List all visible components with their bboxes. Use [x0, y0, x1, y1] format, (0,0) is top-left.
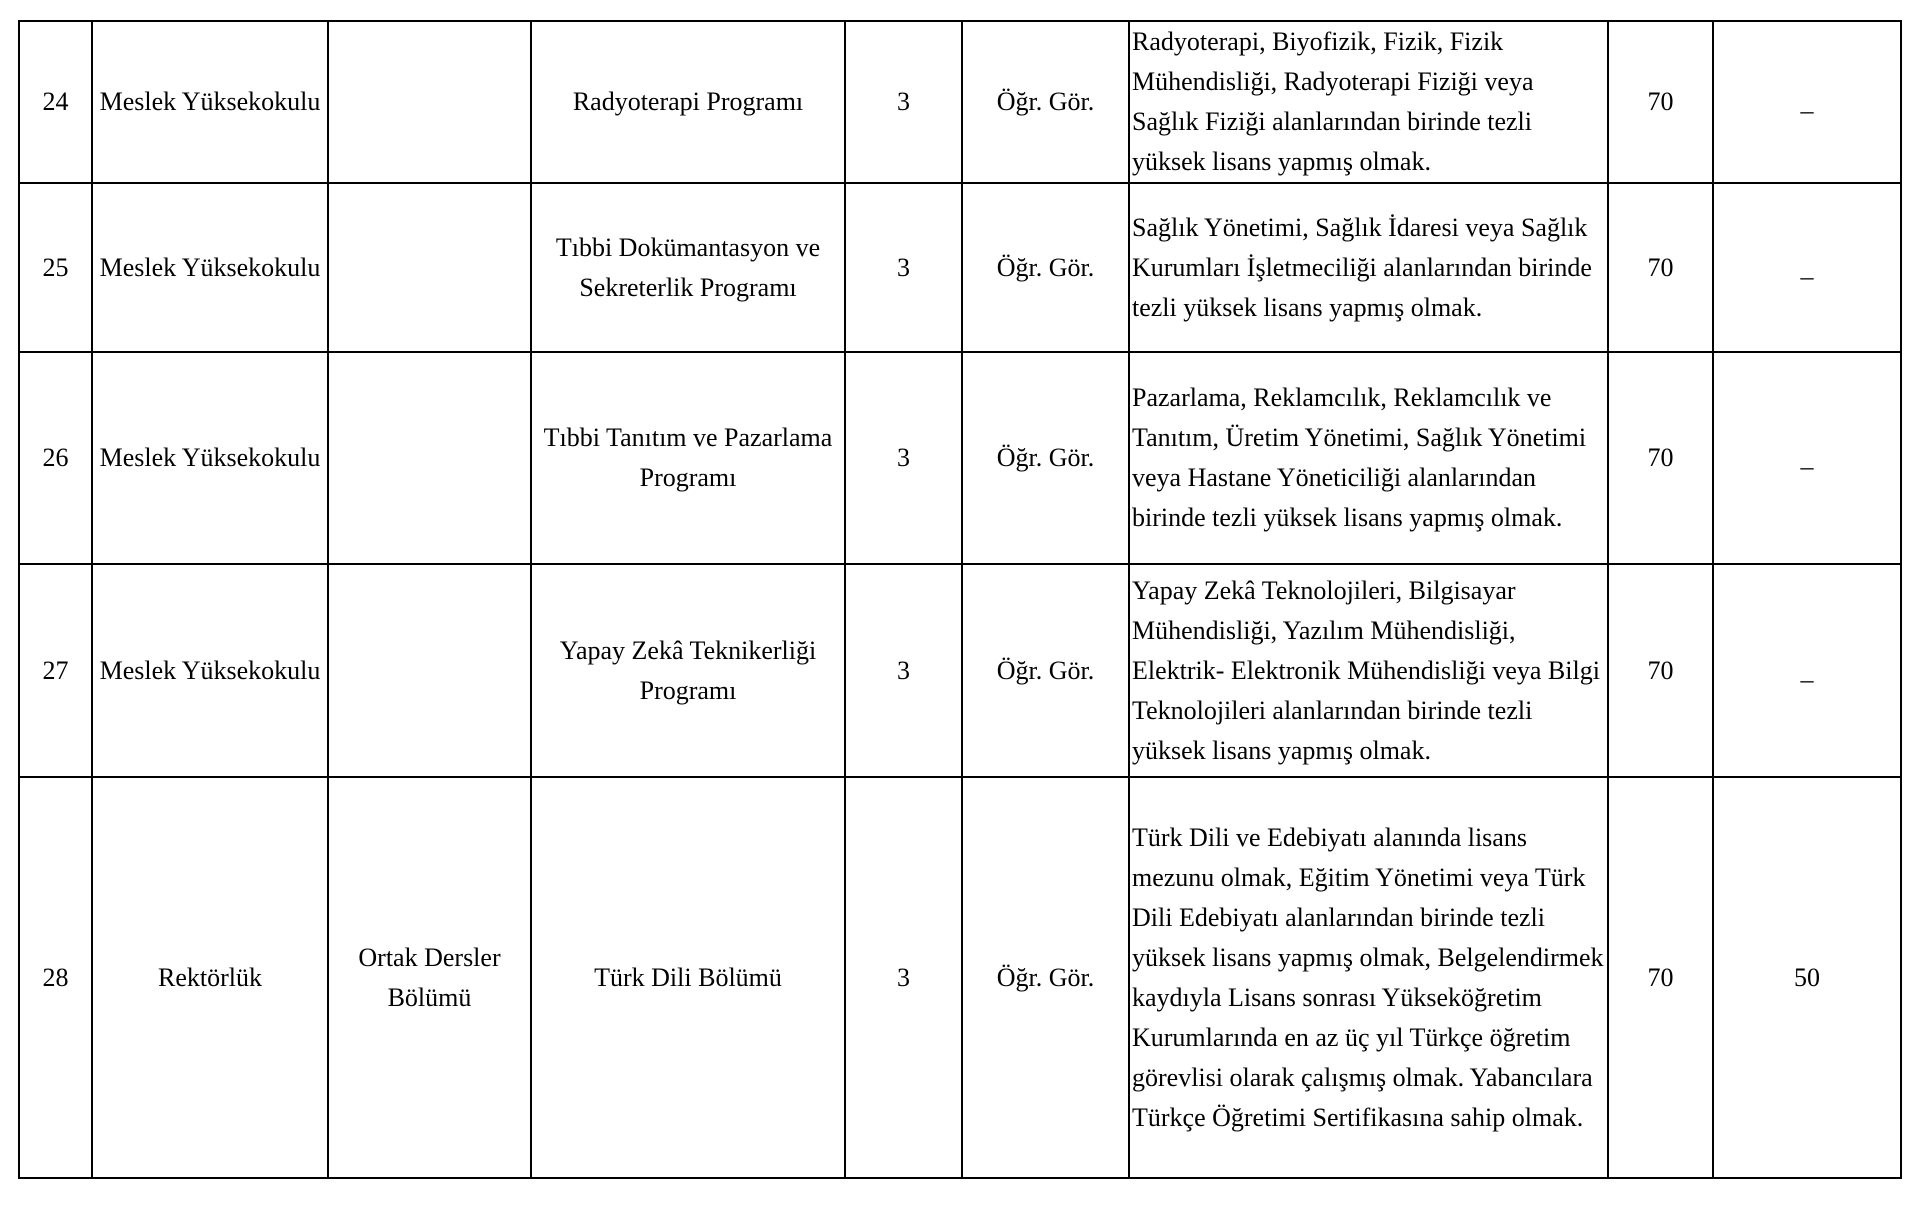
department-cell	[328, 21, 531, 183]
program-cell: Radyoterapi Programı	[531, 21, 845, 183]
row-number: 27	[19, 564, 92, 777]
row-number: 25	[19, 183, 92, 352]
program-cell: Tıbbi Dokümantasyon ve Sekreterlik Programı	[531, 183, 845, 352]
count-cell: 3	[845, 352, 962, 564]
row-number: 28	[19, 777, 92, 1178]
unit-cell: Meslek Yüksekokulu	[92, 21, 328, 183]
department-cell	[328, 183, 531, 352]
count-cell: 3	[845, 564, 962, 777]
requirement-cell: Radyoterapi, Biyofizik, Fizik, Fizik Mühendisliği, Radyoterapi Fiziği veya Sağlık Fiziği alanlarından birinde tezli yüksek lisans yapmış olmak.	[1129, 21, 1608, 183]
unit-cell: Meslek Yüksekokulu	[92, 352, 328, 564]
positions-table	[18, 20, 1902, 1179]
program-cell: Tıbbi Tanıtım ve Pazarlama Programı	[531, 352, 845, 564]
program-cell: Türk Dili Bölümü	[531, 777, 845, 1178]
unit-cell: Meslek Yüksekokulu	[92, 183, 328, 352]
requirement-cell: Türk Dili ve Edebiyatı alanında lisans mezunu olmak, Eğitim Yönetimi veya Türk Dili Edebiyatı alanlarından birinde tezli yüksek lisans yapmış olmak, Belgelendirmek kaydıyla Lisans sonrası Yükseköğretim Kurumlarında en az üç yıl Türkçe öğretim görevlisi olarak çalışmış olmak. Yabancılara Türkçe Öğretimi Sertifikasına sahip olmak.	[1129, 777, 1608, 1178]
unit-cell: Rektörlük	[92, 777, 328, 1178]
requirement-cell: Pazarlama, Reklamcılık, Reklamcılık ve Tanıtım, Üretim Yönetimi, Sağlık Yönetimi veya Hastane Yöneticiliği alanlarından birinde tezli yüksek lisans yapmış olmak.	[1129, 352, 1608, 564]
ales-cell: 70	[1608, 183, 1713, 352]
title-cell: Öğr. Gör.	[962, 564, 1129, 777]
count-cell: 3	[845, 777, 962, 1178]
count-cell: 3	[845, 21, 962, 183]
table-row	[19, 183, 1901, 352]
language-cell: _	[1713, 564, 1901, 777]
language-cell: _	[1713, 352, 1901, 564]
count-cell: 3	[845, 183, 962, 352]
requirement-cell: Sağlık Yönetimi, Sağlık İdaresi veya Sağlık Kurumları İşletmeciliği alanlarından birinde tezli yüksek lisans yapmış olmak.	[1129, 183, 1608, 352]
row-number: 24	[19, 21, 92, 183]
department-cell	[328, 564, 531, 777]
table-row	[19, 777, 1901, 1178]
table-row	[19, 21, 1901, 183]
title-cell: Öğr. Gör.	[962, 352, 1129, 564]
unit-cell: Meslek Yüksekokulu	[92, 564, 328, 777]
department-cell	[328, 352, 531, 564]
language-cell: 50	[1713, 777, 1901, 1178]
language-cell: _	[1713, 21, 1901, 183]
title-cell: Öğr. Gör.	[962, 777, 1129, 1178]
title-cell: Öğr. Gör.	[962, 21, 1129, 183]
ales-cell: 70	[1608, 21, 1713, 183]
program-cell: Yapay Zekâ Teknikerliği Programı	[531, 564, 845, 777]
ales-cell: 70	[1608, 777, 1713, 1178]
row-number: 26	[19, 352, 92, 564]
language-cell: _	[1713, 183, 1901, 352]
department-cell: Ortak Dersler Bölümü	[328, 777, 531, 1178]
title-cell: Öğr. Gör.	[962, 183, 1129, 352]
ales-cell: 70	[1608, 352, 1713, 564]
table-row	[19, 352, 1901, 564]
requirement-cell: Yapay Zekâ Teknolojileri, Bilgisayar Mühendisliği, Yazılım Mühendisliği, Elektrik- Elektronik Mühendisliği veya Bilgi Teknolojileri alanlarından birinde tezli yüksek lisans yapmış olmak.	[1129, 564, 1608, 777]
table-row	[19, 564, 1901, 777]
ales-cell: 70	[1608, 564, 1713, 777]
